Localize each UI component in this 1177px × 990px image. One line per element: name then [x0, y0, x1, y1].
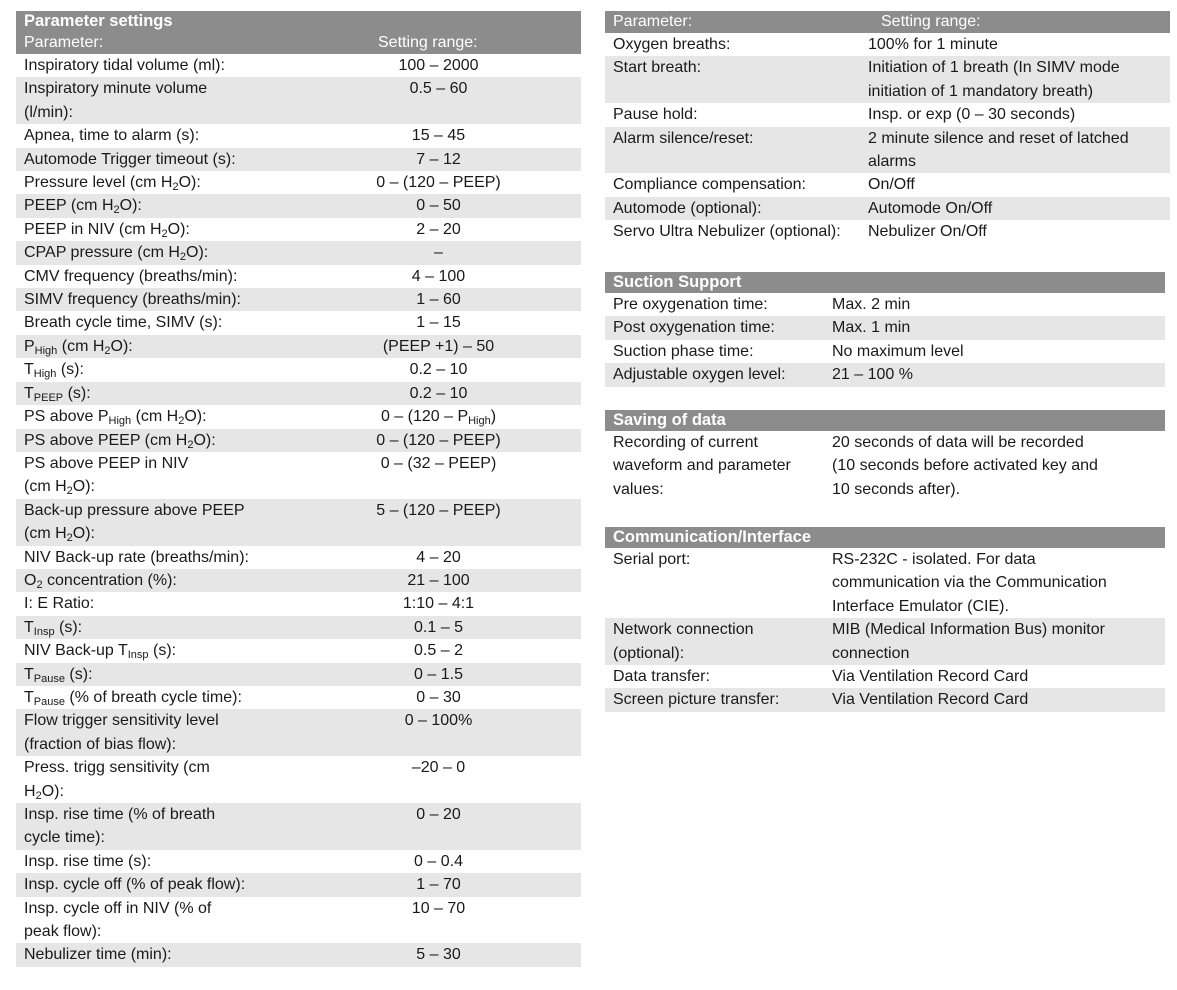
setting-range-cell: 100 – 2000	[398, 57, 479, 74]
table-row	[16, 382, 581, 405]
table-row	[16, 943, 581, 966]
parameter-cell: I: E Ratio:	[24, 595, 95, 613]
setting-range-cell: Max. 2 min	[832, 296, 911, 313]
setting-range-cell: RS-232C - isolated. For data communication via the Communication Interface Emulator (CIE).	[832, 551, 1107, 615]
parameter-settings-table	[16, 11, 581, 967]
table-body	[605, 293, 1165, 387]
setting-range-cell: 0 – 1.5	[414, 665, 463, 683]
parameter-cell: NIV Back-up rate (breaths/min):	[24, 548, 249, 566]
setting-range-cell: 100% for 1 minute	[868, 36, 998, 53]
table-row	[16, 756, 581, 803]
parameter-cell: Recording of current waveform and parameter values:	[613, 434, 791, 498]
parameter-cell: Post oxygenation time:	[613, 319, 775, 337]
parameter-cell: PS above $P_{High}$ (cm $H_2O$):	[24, 408, 207, 428]
table-row	[605, 363, 1165, 386]
parameter-cell: Insp. cycle off in NIV (% of peak flow):	[24, 899, 212, 941]
table-row	[605, 316, 1165, 339]
table-row	[16, 265, 581, 288]
setting-range-cell: 0 – (120 – PEEP)	[376, 431, 501, 449]
suction-support-table	[605, 272, 1165, 387]
setting-range-cell: 21 – 100	[407, 571, 470, 589]
table-row	[16, 499, 581, 546]
parameter-cell: Insp. rise time (% of breath cycle time):	[24, 806, 216, 847]
setting-range-cell: 21 – 100 %	[832, 366, 913, 384]
table-body	[605, 33, 1170, 244]
setting-range-cell: MIB (Medical Information Bus) monitor connection	[832, 621, 1105, 662]
setting-range-cell: 1 – 70	[416, 876, 461, 894]
table-row	[16, 452, 581, 499]
setting-range-cell: Insp. or exp (0 – 30 seconds)	[868, 106, 1076, 124]
parameter-cell: Insp. cycle off (% of peak flow):	[24, 876, 246, 894]
setting-range-cell: $0 - (120 - P_{High})$	[380, 408, 497, 428]
table-row	[605, 548, 1165, 618]
table-row	[16, 311, 581, 334]
column-header-setting-range: Setting range:	[881, 13, 981, 30]
parameter-cell: Serial port:	[613, 551, 691, 568]
parameter-cell: Pressure level (cm $H_2O$):	[24, 174, 201, 194]
setting-range-cell: 0.5 – 60	[409, 80, 468, 98]
setting-range-cell: 1:10 – 4:1	[402, 595, 475, 613]
setting-range-cell: 5 – 30	[416, 946, 461, 964]
setting-range-cell: 0 – 100%	[404, 712, 473, 730]
parameter-cell: $T_{Pause}$ (s):	[24, 665, 93, 685]
setting-range-cell: (PEEP +1) – 50	[382, 337, 495, 355]
table-row	[16, 616, 581, 639]
table-row	[605, 127, 1170, 174]
parameter-cell: Adjustable oxygen level:	[613, 366, 786, 384]
table-row	[605, 618, 1165, 665]
setting-range-cell: 1 – 15	[416, 314, 461, 332]
section-title: Saving of data	[605, 410, 1165, 431]
parameter-cell: $P_{High}$ (cm $H_2O$):	[24, 337, 133, 357]
setting-range-cell: 0.2 – 10	[409, 384, 468, 402]
parameter-cell: Alarm silence/reset:	[613, 129, 754, 147]
table-body	[605, 548, 1165, 712]
column-header-parameter: Parameter:	[613, 13, 693, 30]
table-row	[16, 709, 581, 756]
table-row	[605, 665, 1165, 688]
setting-range-cell: 5 – (120 – PEEP)	[376, 501, 501, 519]
setting-range-cell: –	[434, 244, 443, 262]
table-row	[16, 288, 581, 311]
setting-range-cell: 0 – 0.4	[414, 852, 463, 870]
table-row	[605, 293, 1165, 316]
parameter-cell: Automode (optional):	[613, 199, 762, 217]
table-row	[605, 431, 1165, 501]
parameter-cell: NIV Back-up $T_{Insp}$ (s):	[24, 642, 177, 662]
setting-range-cell: 0 – 30	[416, 688, 461, 706]
setting-range-cell: 2 – 20	[416, 220, 461, 238]
parameter-cell: $T_{Pause}$ (% of breath cycle time):	[24, 688, 242, 708]
setting-range-cell: Via Ventilation Record Card	[832, 691, 1029, 709]
section-title: Communication/Interface	[605, 527, 1165, 548]
setting-range-cell: 0.5 – 2	[414, 642, 463, 660]
parameter-cell: PEEP (cm $H_2O$):	[24, 197, 142, 217]
table-row	[16, 124, 581, 147]
parameter-cell: Apnea, time to alarm (s):	[24, 127, 200, 145]
setting-range-cell: 4 – 20	[416, 548, 461, 566]
parameter-cell: Inspiratory tidal volume (ml):	[24, 57, 225, 74]
table-row	[16, 663, 581, 686]
table-row	[605, 688, 1165, 711]
setting-range-cell: 15 – 45	[411, 127, 466, 145]
parameter-cell: Screen picture transfer:	[613, 691, 780, 709]
setting-range-cell: Initiation of 1 breath (In SIMV mode initiation of 1 mandatory breath)	[868, 59, 1120, 100]
parameter-cell: Pause hold:	[613, 106, 698, 124]
table-row	[16, 148, 581, 171]
parameter-cell: $O_2$ concentration (%):	[24, 571, 177, 591]
parameter-cell: PEEP in NIV (cm $H_2O$):	[24, 220, 190, 240]
parameter-cell: Insp. rise time (s):	[24, 852, 152, 870]
setting-range-cell: Via Ventilation Record Card	[832, 668, 1029, 686]
table-body	[16, 54, 581, 967]
parameter-cell: Automode Trigger timeout (s):	[24, 150, 236, 168]
section-title: Suction Support	[605, 272, 1165, 293]
parameter-cell: PS above PEEP (cm $H_2O$):	[24, 431, 216, 451]
table-body	[605, 431, 1165, 501]
setting-range-cell: 0 – 50	[416, 197, 461, 215]
parameter-cell: Oxygen breaths:	[613, 36, 731, 53]
table-row	[16, 77, 581, 124]
setting-range-cell: 0.1 – 5	[414, 618, 463, 636]
setting-range-cell: 0 – (120 – PEEP)	[376, 174, 501, 192]
parameter-cell: SIMV frequency (breaths/min):	[24, 291, 241, 309]
setting-range-cell: 2 minute silence and reset of latched alarms	[868, 129, 1129, 171]
table-row	[16, 429, 581, 452]
column-header-setting-range: Setting range:	[378, 34, 478, 51]
parameter-cell: Flow trigger sensitivity level (fraction of bias flow):	[24, 712, 219, 753]
parameter-cell: CMV frequency (breaths/min):	[24, 267, 238, 285]
table-row	[16, 194, 581, 217]
table-row	[605, 340, 1165, 363]
parameter-cell: Pre oxygenation time:	[613, 296, 768, 313]
parameter-cell: Press. trigg sensitivity (cm $H_2O$):	[24, 759, 210, 802]
parameter-cell: $T_{Insp}$ (s):	[24, 618, 83, 638]
parameter-cell: Inspiratory minute volume (l/min):	[24, 80, 208, 121]
column-header-parameter: Parameter:	[24, 34, 104, 51]
table-header	[16, 32, 581, 54]
setting-range-cell: Nebulizer On/Off	[868, 223, 987, 241]
table-row	[16, 241, 581, 264]
setting-range-cell: 20 seconds of data will be recorded (10 seconds before activated key and 10 seconds after).	[832, 434, 1098, 498]
setting-range-cell: 10 – 70	[411, 899, 466, 917]
parameter-functions-table	[605, 11, 1170, 244]
setting-range-cell: 7 – 12	[416, 150, 461, 168]
communication-interface-table	[605, 527, 1165, 712]
parameter-cell: Start breath:	[613, 59, 702, 77]
table-row	[605, 220, 1170, 243]
setting-range-cell: 4 – 100	[411, 267, 466, 285]
table-row	[16, 850, 581, 873]
parameter-cell: PS above PEEP in NIV (cm $H_2O$):	[24, 454, 189, 498]
parameter-cell: Nebulizer time (min):	[24, 946, 172, 964]
table-row	[16, 358, 581, 381]
parameter-cell: Data transfer:	[613, 668, 710, 686]
setting-range-cell: –20 – 0	[411, 759, 466, 777]
table-row	[605, 173, 1170, 196]
table-row	[605, 56, 1170, 103]
table-row	[16, 686, 581, 709]
setting-range-cell: 0 – 20	[416, 806, 461, 823]
parameter-cell: $T_{High}$ (s):	[24, 361, 84, 381]
saving-of-data-table	[605, 410, 1165, 501]
parameter-cell: Back-up pressure above PEEP (cm $H_2O$):	[24, 501, 245, 545]
table-row	[16, 569, 581, 592]
section-title: Parameter settings	[16, 11, 581, 32]
parameter-cell: Servo Ultra Nebulizer (optional):	[613, 223, 841, 241]
table-row	[605, 33, 1170, 56]
table-row	[16, 897, 581, 944]
parameter-cell: $T_{PEEP}$ (s):	[24, 384, 91, 404]
parameter-cell: CPAP pressure (cm $H_2O$):	[24, 244, 209, 264]
parameter-cell: Network connection (optional):	[613, 621, 754, 662]
table-row	[605, 197, 1170, 220]
setting-range-cell: Max. 1 min	[832, 319, 911, 337]
table-header	[605, 11, 1170, 33]
table-row	[16, 873, 581, 896]
table-row	[16, 546, 581, 569]
table-row	[16, 171, 581, 194]
table-row	[16, 405, 581, 428]
table-row	[16, 335, 581, 358]
parameter-cell: Compliance compensation:	[613, 176, 806, 194]
table-row	[16, 218, 581, 241]
parameter-cell: Suction phase time:	[613, 342, 754, 360]
table-row	[16, 639, 581, 662]
setting-range-cell: 0 – (32 – PEEP)	[380, 454, 497, 472]
parameter-cell: Breath cycle time, SIMV (s):	[24, 314, 223, 332]
table-row	[16, 803, 581, 850]
table-row	[16, 54, 581, 77]
setting-range-cell: Automode On/Off	[868, 199, 993, 217]
setting-range-cell: 0.2 – 10	[409, 361, 468, 379]
table-row	[16, 592, 581, 615]
table-row	[605, 103, 1170, 126]
setting-range-cell: 1 – 60	[416, 291, 461, 309]
setting-range-cell: No maximum level	[832, 342, 964, 360]
setting-range-cell: On/Off	[868, 176, 915, 194]
